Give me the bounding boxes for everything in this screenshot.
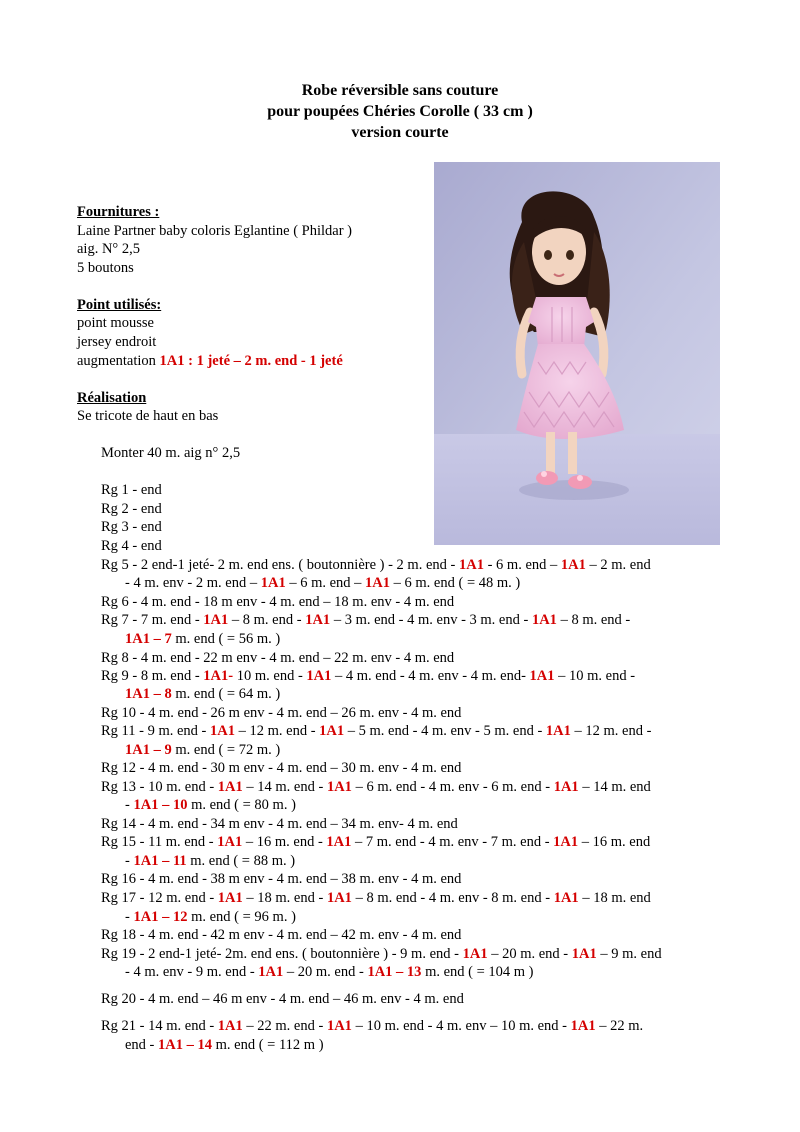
doll-photo xyxy=(434,162,720,545)
row-text: Rg 1 - end xyxy=(101,482,162,498)
instruction-row xyxy=(101,890,651,907)
row-text: Rg 21 - 14 m. end - xyxy=(101,1018,218,1034)
row-text: - xyxy=(125,909,134,925)
row-text: – 18 m. end xyxy=(578,890,651,906)
increase-marker: 1A1 xyxy=(365,575,391,591)
increase-marker: 1A1 xyxy=(258,964,284,980)
row-text: – 12 m. end - xyxy=(570,723,652,739)
row-text: - 4 m. env - 9 m. end - xyxy=(125,964,259,980)
instruction-row xyxy=(101,871,461,888)
fourniture-item: 5 boutons xyxy=(77,260,134,276)
instruction-row xyxy=(101,650,454,667)
instruction-continuation xyxy=(125,1037,324,1054)
instruction-row xyxy=(101,538,162,555)
row-text: Rg 19 - 2 end-1 jeté- 2m. end ens. ( boutonnière ) - 9 m. end - xyxy=(101,946,463,962)
points-heading: Point utilisés: xyxy=(77,297,162,313)
point-item: jersey endroit xyxy=(77,334,157,350)
instruction-row xyxy=(101,927,461,944)
increase-marker: 1A1 – 12 xyxy=(133,909,188,925)
document-title xyxy=(0,80,800,143)
row-text: Rg 3 - end xyxy=(101,519,162,535)
instruction-row xyxy=(101,1018,643,1035)
instruction-continuation xyxy=(125,575,520,592)
instruction-row xyxy=(101,501,162,518)
increase-marker: 1A1 xyxy=(545,723,571,739)
instruction-continuation xyxy=(125,742,280,759)
row-text: Rg 4 - end xyxy=(101,538,162,554)
increase-marker: 1A1 – 10 xyxy=(133,797,188,813)
augmentation-label: augmentation xyxy=(77,353,160,369)
row-text: m. end ( = 80 m. ) xyxy=(187,797,296,813)
realisation-intro: Se tricote de haut en bas xyxy=(77,408,219,424)
row-text: Rg 8 - 4 m. end - 22 m env - 4 m. end – 22 m. env - 4 m. end xyxy=(101,650,455,666)
increase-marker: 1A1 xyxy=(306,668,332,684)
row-text: – 14 m. end - xyxy=(242,779,327,795)
row-text: – 6 m. end ( = 48 m. ) xyxy=(390,575,521,591)
instruction-row xyxy=(101,834,650,851)
row-text: – 14 m. end xyxy=(578,779,651,795)
increase-marker: 1A1 xyxy=(210,723,235,739)
row-text: – 22 m. xyxy=(595,1018,644,1034)
increase-marker: 1A1 xyxy=(217,834,243,850)
row-text: Rg 14 - 4 m. end - 34 m env - 4 m. end – 34 m. env- 4 m. end xyxy=(101,816,458,832)
increase-marker: 1A1 xyxy=(553,779,579,795)
instruction-continuation xyxy=(125,853,295,870)
fourniture-item: Laine Partner baby coloris Eglantine ( Phildar ) xyxy=(77,223,353,239)
increase-marker: 1A1 – 14 xyxy=(158,1037,212,1053)
realisation-heading: Réalisation xyxy=(77,390,147,406)
monter-instruction: Monter 40 m. aig n° 2,5 xyxy=(101,445,241,461)
row-text: – 8 m. end - xyxy=(556,612,631,628)
increase-marker: 1A1 xyxy=(462,946,488,962)
increase-marker: 1A1- xyxy=(203,668,234,684)
row-text: – 10 m. end - xyxy=(554,668,636,684)
row-text: – 3 m. end - 4 m. env - 3 m. end - xyxy=(330,612,532,628)
increase-marker: 1A1 xyxy=(217,1018,243,1034)
increase-marker: 1A1 xyxy=(203,612,229,628)
instruction-row xyxy=(101,612,630,629)
increase-marker: 1A1 – 9 xyxy=(125,742,172,758)
row-text: m. end ( = 104 m ) xyxy=(421,964,534,980)
row-text: Rg 16 - 4 m. end - 38 m env - 4 m. end – 38 m. env - 4 m. end xyxy=(101,871,462,887)
row-text: - 4 m. env - 2 m. end – xyxy=(125,575,261,591)
increase-marker: 1A1 xyxy=(217,779,243,795)
fourniture-item: aig. N° 2,5 xyxy=(77,241,140,257)
increase-marker: 1A1 – 11 xyxy=(133,853,187,869)
row-text: – 6 m. end – xyxy=(285,575,366,591)
title-line-2: pour poupées Chéries Corolle ( 33 cm ) xyxy=(267,103,533,120)
increase-marker: 1A1 xyxy=(458,557,484,573)
instruction-row xyxy=(101,594,454,611)
increase-marker: 1A1 xyxy=(529,668,555,684)
row-text: – 4 m. end - 4 m. env - 4 m. end- xyxy=(331,668,530,684)
instruction-continuation xyxy=(125,964,534,981)
increase-marker: 1A1 xyxy=(570,1018,596,1034)
row-text: Rg 17 - 12 m. end - xyxy=(101,890,218,906)
row-text: Rg 13 - 10 m. end - xyxy=(101,779,218,795)
instruction-row xyxy=(101,519,162,536)
row-text: Rg 5 - 2 end-1 jeté- 2 m. end ens. ( boutonnière ) - 2 m. end - xyxy=(101,557,459,573)
increase-marker: 1A1 xyxy=(305,612,331,628)
increase-marker: 1A1 xyxy=(217,890,243,906)
row-text: – 2 m. end xyxy=(585,557,651,573)
row-text: – 6 m. end - 4 m. env - 6 m. end - xyxy=(351,779,554,795)
increase-marker: 1A1 xyxy=(531,612,557,628)
instruction-row xyxy=(101,760,461,777)
row-text: – 9 m. end xyxy=(596,946,662,962)
instruction-continuation xyxy=(125,631,280,648)
increase-marker: 1A1 xyxy=(319,723,345,739)
row-text: - 6 m. end – xyxy=(483,557,561,573)
row-text: – 8 m. end - 4 m. env - 8 m. end - xyxy=(351,890,554,906)
row-text: Rg 2 - end xyxy=(101,501,162,517)
increase-marker: 1A1 xyxy=(326,834,352,850)
increase-marker: 1A1 xyxy=(326,779,352,795)
increase-marker: 1A1 xyxy=(553,890,579,906)
instruction-row xyxy=(101,816,458,833)
row-text: Rg 10 - 4 m. end - 26 m env - 4 m. end – 26 m. env - 4 m. end xyxy=(101,705,462,721)
row-text: Rg 12 - 4 m. end - 30 m env - 4 m. end – 30 m. env - 4 m. end xyxy=(101,760,462,776)
row-text: – 20 m. end - xyxy=(283,964,368,980)
increase-marker: 1A1 – 8 xyxy=(125,686,172,702)
row-text: Rg 20 - 4 m. end – 46 m env - 4 m. end – 46 m. env - 4 m. end xyxy=(101,991,464,1007)
increase-marker: 1A1 xyxy=(553,834,579,850)
row-text: – 16 m. end - xyxy=(242,834,327,850)
instruction-row xyxy=(101,723,651,740)
instruction-row xyxy=(101,705,461,722)
row-text: m. end ( = 72 m. ) xyxy=(171,742,281,758)
fournitures-heading: Fournitures : xyxy=(77,204,160,220)
row-text: Rg 6 - 4 m. end - 18 m env - 4 m. end – 18 m. env - 4 m. end xyxy=(101,594,455,610)
row-text: – 7 m. end - 4 m. env - 7 m. end - xyxy=(351,834,554,850)
row-text: Rg 11 - 9 m. end - xyxy=(101,723,211,739)
increase-marker: 1A1 – 13 xyxy=(367,964,422,980)
increase-marker: 1A1 xyxy=(326,1018,352,1034)
title-line-1: Robe réversible sans couture xyxy=(301,82,499,99)
increase-marker: 1A1 – 7 xyxy=(125,631,172,647)
instruction-continuation xyxy=(125,909,296,926)
row-text: Rg 15 - 11 m. end - xyxy=(101,834,218,850)
row-text: - xyxy=(125,853,134,869)
instruction-row xyxy=(101,557,651,574)
instruction-row xyxy=(101,482,162,499)
row-text: m. end ( = 96 m. ) xyxy=(187,909,296,925)
augmentation-definition: 1A1 : 1 jeté – 2 m. end - 1 jeté xyxy=(159,353,343,369)
augmentation-line xyxy=(77,353,343,370)
increase-marker: 1A1 xyxy=(326,890,352,906)
row-text: m. end ( = 112 m ) xyxy=(212,1037,324,1053)
instruction-continuation xyxy=(125,797,296,814)
row-text: - xyxy=(125,797,134,813)
instruction-row xyxy=(101,779,651,796)
instruction-continuation xyxy=(125,686,280,703)
row-text: m. end ( = 88 m. ) xyxy=(186,853,296,869)
increase-marker: 1A1 xyxy=(571,946,597,962)
instruction-row xyxy=(101,668,635,685)
row-text: – 22 m. end - xyxy=(242,1018,327,1034)
instruction-row xyxy=(101,991,464,1008)
row-text: Rg 18 - 4 m. end - 42 m env - 4 m. end – 42 m. env - 4 m. end xyxy=(101,927,462,943)
row-text: m. end ( = 64 m. ) xyxy=(171,686,281,702)
row-text: – 16 m. end xyxy=(578,834,651,850)
row-text: – 5 m. end - 4 m. env - 5 m. end - xyxy=(344,723,546,739)
row-text: – 12 m. end - xyxy=(235,723,320,739)
point-item: point mousse xyxy=(77,315,154,331)
instruction-row xyxy=(101,946,662,963)
row-text: – 20 m. end - xyxy=(487,946,572,962)
row-text: – 8 m. end - xyxy=(228,612,306,628)
row-text: Rg 9 - 8 m. end - xyxy=(101,668,204,684)
row-text: 10 m. end - xyxy=(233,668,307,684)
title-line-3: version courte xyxy=(351,124,449,141)
row-text: m. end ( = 56 m. ) xyxy=(171,631,281,647)
row-text: Rg 7 - 7 m. end - xyxy=(101,612,204,628)
increase-marker: 1A1 xyxy=(260,575,286,591)
row-text: – 18 m. end - xyxy=(242,890,327,906)
row-text: end - xyxy=(125,1037,159,1053)
row-text: – 10 m. end - 4 m. env – 10 m. end - xyxy=(351,1018,571,1034)
increase-marker: 1A1 xyxy=(560,557,586,573)
